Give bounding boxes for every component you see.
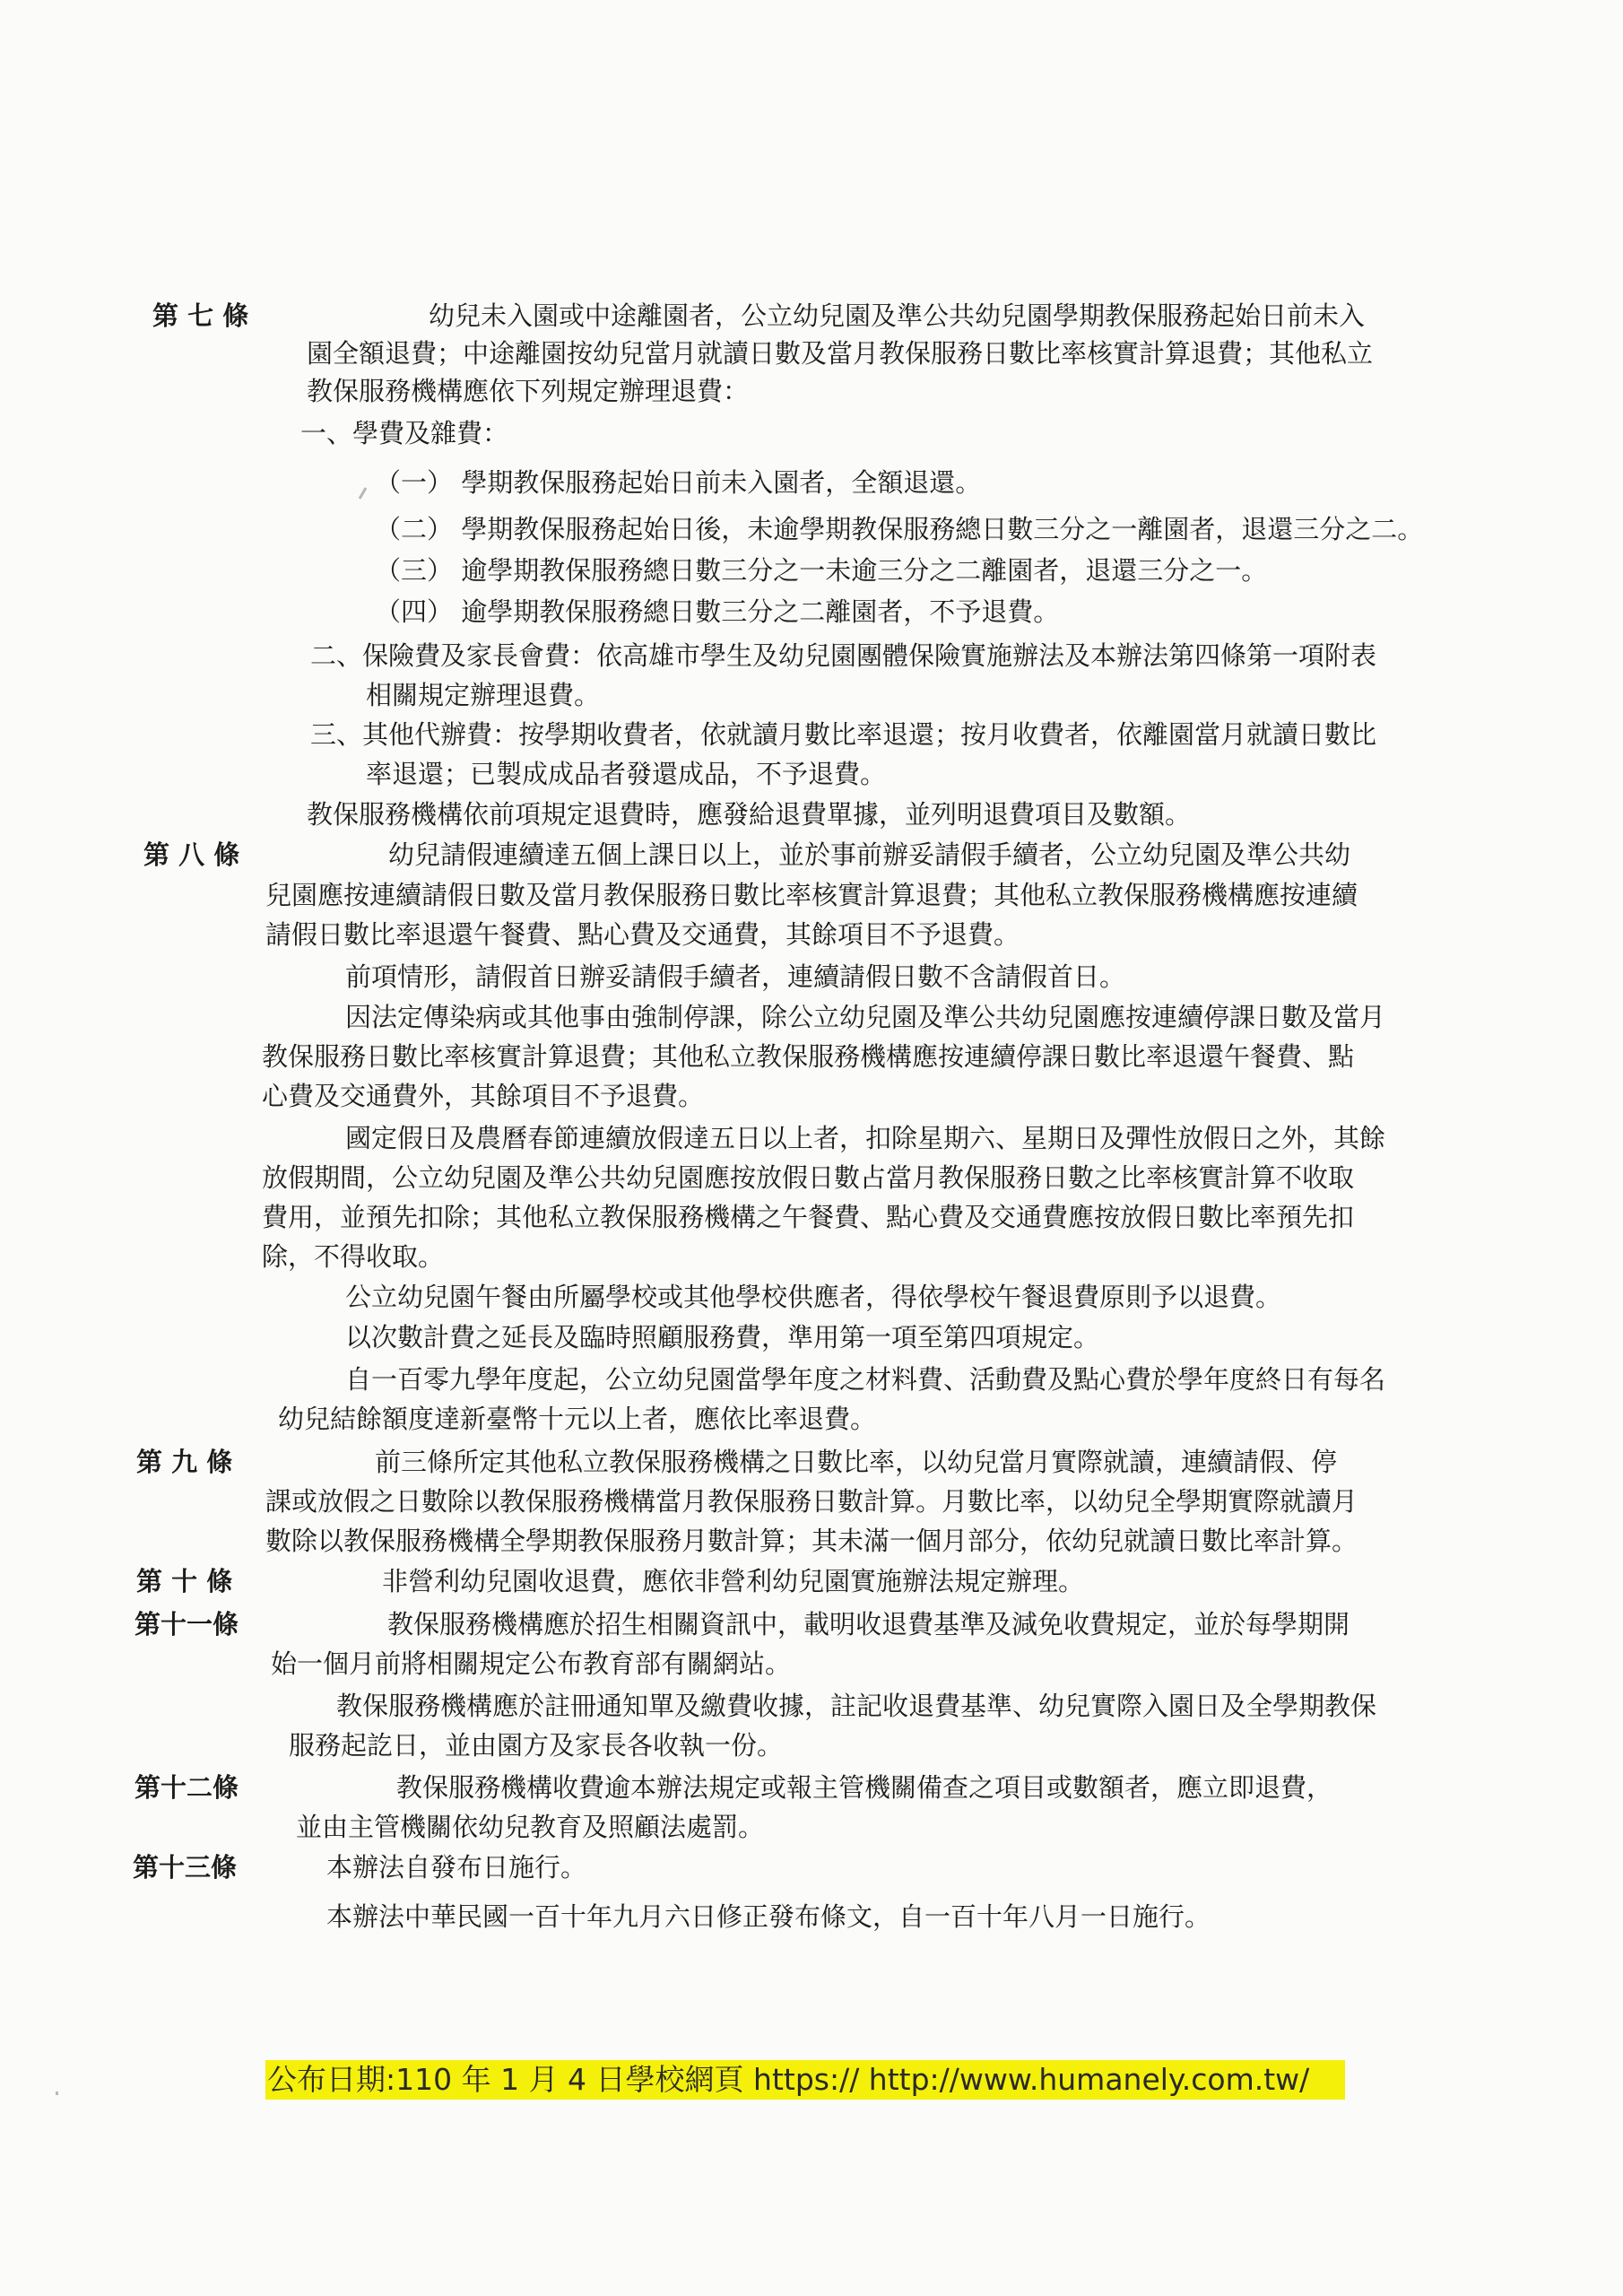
article-8-line: 除，不得收取。	[262, 1241, 445, 1272]
article-8-line: 幼兒結餘額度達新臺幣十元以上者，應依比率退費。	[278, 1404, 877, 1434]
article-7-subitem: （三） 逾學期教保服務總日數三分之一未逾三分之二離園者，退還三分之一。	[375, 555, 1268, 586]
article-8-line: 以次數計費之延長及臨時照顧服務費，準用第一項至第四項規定。	[345, 1322, 1100, 1352]
article-7-label: 第 七 條	[152, 300, 249, 331]
publish-date-footer: 公布日期:110 年 1 月 4 日學校網頁 https:// http://www.humanely.com.tw/	[265, 2060, 1345, 2100]
article-7-subitem: （四） 逾學期教保服務總日數三分之二離園者，不予退費。	[375, 596, 1060, 627]
article-7-line: 教保服務機構應依下列規定辦理退費：	[307, 376, 750, 406]
article-11-line: 始一個月前將相關規定公布教育部有關網站。	[271, 1648, 792, 1679]
article-8-line: 費用，並預先扣除；其他私立教保服務機構之午餐費、點心費及交通費應按放假日數比率預先扣	[262, 1202, 1355, 1232]
article-7-line: 教保服務機構依前項規定退費時，應發給退費單據，並列明退費項目及數額。	[307, 799, 1192, 830]
article-9-line: 課或放假之日數除以教保服務機構當月教保服務日數計算。月數比率，以幼兒全學期實際就讀月	[265, 1486, 1358, 1517]
article-8-line: 放假期間，公立幼兒園及準公共幼兒園應按放假日數占當月教保服務日數之比率核實計算不收取	[262, 1162, 1355, 1193]
article-8-line: 因法定傳染病或其他事由強制停課，除公立幼兒園及準公共幼兒園應按連續停課日數及當月	[345, 1002, 1386, 1032]
article-11-line: 教保服務機構應於招生相關資訊中，載明收退費基準及減免收費規定，並於每學期開	[387, 1609, 1350, 1639]
article-7-subitem: （一） 學期教保服務起始日前未入園者，全額退還。	[375, 467, 982, 498]
article-8-line: 自一百零九學年度起，公立幼兒園當學年度之材料費、活動費及點心費於學年度終日有每名	[345, 1364, 1386, 1395]
scan-mark	[359, 487, 368, 500]
article-11-line: 服務起訖日，並由園方及家長各收執一份。	[289, 1730, 784, 1761]
scan-mark	[56, 2092, 58, 2095]
article-7-subitem: （二） 學期教保服務起始日後，未逾學期教保服務總日數三分之一離園者，退還三分之二。	[375, 514, 1424, 544]
article-8-line: 前項情形，請假首日辦妥請假手續者，連續請假日數不含請假首日。	[345, 961, 1126, 992]
article-13-line: 本辦法中華民國一百十年九月六日修正發布條文，自一百十年八月一日施行。	[326, 1901, 1211, 1932]
article-11-label: 第十一條	[135, 1609, 239, 1639]
article-7-line: 幼兒未入園或中途離園者，公立幼兒園及準公共幼兒園學期教保服務起始日前未入	[429, 300, 1366, 331]
article-12-label: 第十二條	[135, 1772, 239, 1803]
article-9-line: 前三條所定其他私立教保服務機構之日數比率，以幼兒當月實際就讀，連續請假、停	[375, 1447, 1338, 1477]
article-7-item: 相關規定辦理退費。	[366, 680, 601, 710]
article-8-line: 幼兒請假連續達五個上課日以上，並於事前辦妥請假手續者，公立幼兒園及準公共幼	[388, 839, 1351, 870]
article-7-item: 率退還；已製成成品者發還成品，不予退費。	[366, 759, 887, 789]
article-8-line: 心費及交通費外，其餘項目不予退費。	[262, 1081, 705, 1111]
article-12-line: 教保服務機構收費逾本辦法規定或報主管機關備查之項目或數額者，應立即退費，	[396, 1772, 1333, 1803]
article-8-line: 公立幼兒園午餐由所屬學校或其他學校供應者，得依學校午餐退費原則予以退費。	[345, 1282, 1282, 1312]
article-8-line: 國定假日及農曆春節連續放假達五日以上者，扣除星期六、星期日及彈性放假日之外，其餘	[345, 1123, 1386, 1153]
article-9-label: 第 九 條	[136, 1447, 233, 1477]
article-10-line: 非營利幼兒園收退費，應依非營利幼兒園實施辦法規定辦理。	[382, 1566, 1085, 1596]
article-11-line: 教保服務機構應於註冊通知單及繳費收據，註記收退費基準、幼兒實際入園日及全學期教保	[336, 1691, 1377, 1721]
article-8-label: 第 八 條	[143, 839, 240, 870]
article-8-line: 兒園應按連續請假日數及當月教保服務日數比率核實計算退費；其他私立教保服務機構應按連續	[265, 880, 1358, 910]
article-7-item: 一、學費及雜費：	[300, 418, 509, 448]
article-13-line: 本辦法自發布日施行。	[326, 1852, 587, 1883]
article-7-item: 三、其他代辦費：按學期收費者，依就讀月數比率退還；按月收費者，依離園當月就讀日數比	[310, 719, 1377, 750]
article-7-line: 園全額退費；中途離園按幼兒當月就讀日數及當月教保服務日數比率核實計算退費；其他私立	[307, 338, 1374, 369]
article-8-line: 教保服務日數比率核實計算退費；其他私立教保服務機構應按連續停課日數比率退還午餐費、點	[262, 1041, 1355, 1072]
article-13-label: 第十三條	[133, 1852, 238, 1883]
article-8-line: 請假日數比率退還午餐費、點心費及交通費，其餘項目不予退費。	[265, 919, 1020, 950]
article-7-item: 二、保險費及家長會費：依高雄市學生及幼兒園團體保險實施辦法及本辦法第四條第一項附表	[310, 640, 1377, 671]
article-12-line: 並由主管機關依幼兒教育及照顧法處罰。	[296, 1812, 765, 1842]
article-10-label: 第 十 條	[136, 1566, 233, 1596]
article-9-line: 數除以教保服務機構全學期教保服務月數計算；其未滿一個月部分，依幼兒就讀日數比率計算。	[265, 1526, 1358, 1556]
